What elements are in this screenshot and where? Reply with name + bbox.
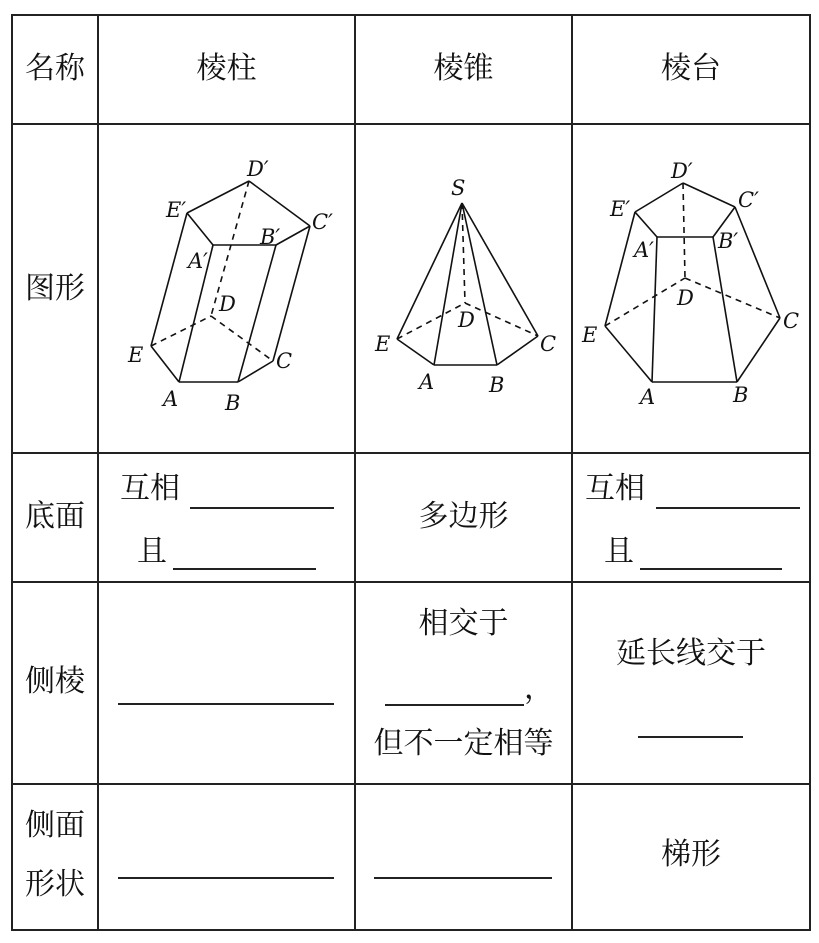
pyramid-label-C: C bbox=[540, 332, 557, 356]
pyramid-hidden-edge bbox=[465, 303, 538, 336]
pyramid-hidden-edge bbox=[397, 303, 465, 339]
header-pyramid: 棱锥 bbox=[433, 51, 494, 86]
frustum-label-A1: A′ bbox=[634, 238, 654, 262]
frustum-figure bbox=[605, 183, 780, 382]
prism-hidden-edge bbox=[211, 316, 273, 361]
prism-hidden-edge bbox=[151, 316, 211, 346]
prism-edge bbox=[151, 213, 187, 346]
pyramid-label-E: E bbox=[375, 332, 391, 356]
header-name: 名称 bbox=[25, 51, 85, 86]
frustum-label-C1: C′ bbox=[738, 188, 759, 212]
frustum-edge bbox=[735, 207, 780, 318]
pyramid-edge bbox=[497, 336, 538, 365]
frustum-lateral-face-text: 梯形 bbox=[661, 837, 721, 872]
row-label-lateral-face-2: 形状 bbox=[25, 867, 85, 902]
frustum-label-E1: E′ bbox=[610, 197, 631, 221]
frustum-hidden-edge bbox=[605, 278, 685, 326]
prism-label-A: A bbox=[163, 387, 179, 411]
prism-edge bbox=[238, 245, 276, 382]
prism-label-B1: B′ bbox=[260, 225, 281, 249]
frustum-label-B1: B′ bbox=[718, 229, 739, 253]
frustum-edge bbox=[635, 212, 657, 237]
header-frustum: 棱台 bbox=[661, 51, 721, 86]
row-label-lateral-edge: 侧棱 bbox=[25, 664, 85, 699]
row-label-lateral-face-1: 侧面 bbox=[25, 808, 85, 843]
frustum-edge bbox=[683, 183, 735, 207]
pyramid-lateral-edge-comma: ， bbox=[524, 671, 554, 706]
prism-label-D: D bbox=[219, 292, 236, 316]
row-label-figure: 图形 bbox=[25, 271, 85, 306]
pyramid-lateral-edge-line1: 相交于 bbox=[418, 606, 509, 641]
frustum-label-C: C bbox=[783, 309, 800, 333]
pyramid-edge bbox=[462, 203, 497, 365]
frustum-label-D: D bbox=[677, 286, 694, 310]
prism-label-C: C bbox=[276, 349, 293, 373]
row-label-base: 底面 bbox=[25, 499, 85, 534]
prism-edge bbox=[187, 213, 213, 245]
frustum-lateral-edge-line1: 延长线交于 bbox=[616, 636, 766, 671]
pyramid-label-A: A bbox=[419, 370, 435, 394]
prism-label-E1: E′ bbox=[166, 198, 187, 222]
prism-label-D1: D′ bbox=[247, 157, 269, 181]
pyramid-edge bbox=[434, 203, 462, 365]
pyramid-label-B: B bbox=[489, 373, 505, 397]
header-prism: 棱柱 bbox=[196, 51, 257, 86]
pyramid-lateral-edge-line3: 但不一定相等 bbox=[373, 726, 554, 761]
pyramid-base-text: 多边形 bbox=[418, 499, 509, 534]
frustum-base-line2: 且 bbox=[604, 534, 634, 569]
frustum-base-line1: 互相 bbox=[585, 471, 645, 506]
frustum-edge bbox=[635, 183, 683, 212]
pyramid-label-S: S bbox=[451, 176, 466, 200]
pyramid-edge bbox=[397, 203, 462, 339]
pyramid-figure bbox=[397, 203, 538, 365]
frustum-hidden-edge bbox=[683, 183, 685, 278]
frustum-edge bbox=[713, 237, 737, 382]
prism-base-line1: 互相 bbox=[120, 471, 180, 506]
prism-label-B: B bbox=[225, 391, 241, 415]
prism-edge bbox=[151, 346, 179, 382]
prism-label-E: E bbox=[128, 343, 144, 367]
prism-edge bbox=[249, 181, 310, 226]
prism-base-line2: 且 bbox=[137, 534, 167, 569]
frustum-edge bbox=[737, 318, 780, 382]
frustum-edge bbox=[605, 326, 652, 382]
frustum-label-A: A bbox=[640, 385, 656, 409]
prism-label-C1: C′ bbox=[312, 210, 333, 234]
pyramid-edge bbox=[397, 339, 434, 365]
prism-edge bbox=[187, 181, 249, 213]
frustum-label-E: E bbox=[582, 323, 598, 347]
frustum-edge bbox=[605, 212, 635, 326]
frustum-label-D1: D′ bbox=[671, 159, 693, 183]
pyramid-label-D: D bbox=[458, 308, 475, 332]
frustum-label-B: B bbox=[733, 383, 749, 407]
prism-label-A1: A′ bbox=[188, 249, 208, 273]
